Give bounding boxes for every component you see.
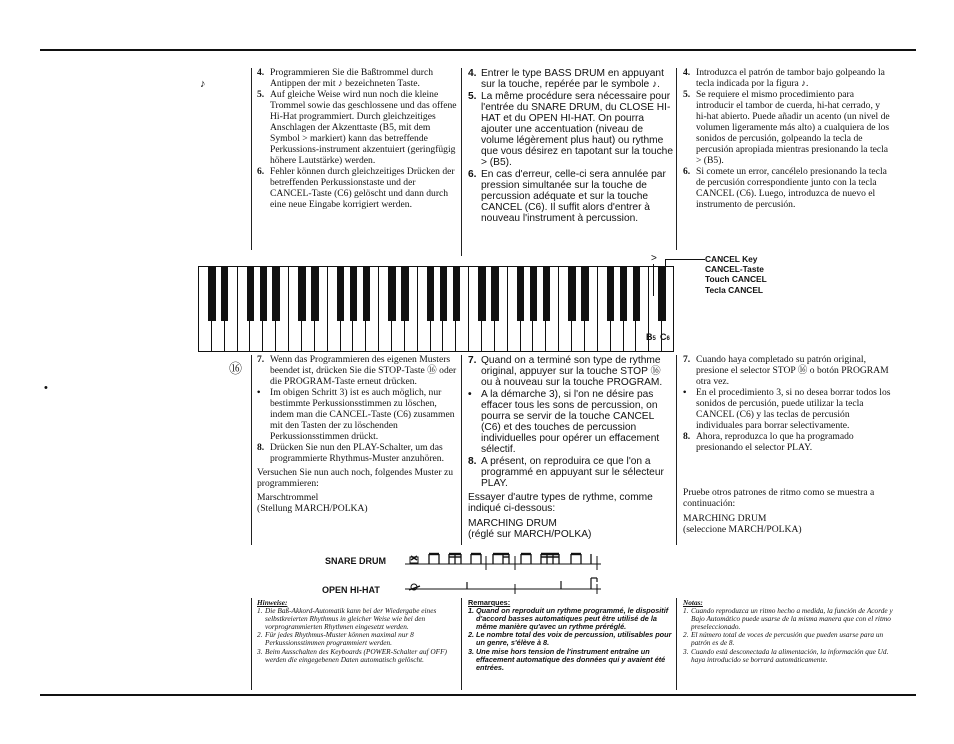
black-key [478,267,485,321]
accent-symbol: > [651,253,657,264]
black-key [491,267,498,321]
notes-heading: Remarques: [468,598,511,607]
pattern-setting: (seleccione MARCH/POLKA) [683,523,802,535]
cancel-arrow [665,259,666,296]
list-item: 6. Fehler können durch gleichzeitiges Drücken der betreffenden Perkussionstaste und der CANCEL-Taste (C6) gelöscht und dann durch eine neue Eingabe korrigiert werden. [257,166,455,210]
note-item: 2. Für jedes Rhythmus-Muster können maximal nur 8 Perkussionsstimmen programmiert werden. [257,630,414,648]
separator-es-top [676,68,677,250]
key-c6-label: C6 [660,332,670,342]
try-text: Versuchen Sie nun auch noch, folgendes Muster zu programmieren: [257,467,454,489]
list-item: 6. Si comete un error, cancélelo presionando la tecla de percusión correspondiente junto con la tecla CANCEL (C6). Luego, introduzca de nuevo el instrumento de percusión. [683,166,887,210]
list-item: 8. Ahora, reproduzca lo que ha programado presionando el selector PLAY. [683,431,854,454]
note-item: 1. Die Baß-Akkord-Automatik kann bei der Wiedergabe eines selbstkreierten Rhythmus in gleicher Weise wie bei den vorprogrammierten Rhythmen eingesetzt werden. [257,606,437,632]
black-key [337,267,344,321]
black-key [298,267,305,321]
key-b5-label: B5 [646,332,656,342]
list-item: 4. Introduzca el patrón de tambor bajo golpeando la tecla indicada por la figura ♪. [683,67,885,89]
separator-fr-notes [461,598,462,690]
black-key [311,267,318,321]
margin-bullet: • [44,382,48,394]
list-item: 4. Entrer le type BASS DRUM en appuyant sur la touche, repérée par le symbole ♪. [468,68,664,91]
black-key [208,267,215,321]
list-item: 5. Se requiere el mismo procedimiento para introducir el tambor de cuerda, hi-hat cerrado, y hi-hat abierto. Puede añadir un acento (un nivel de volumen ligeramente más alto) a cualquiera de los sonidos de percusión, golpeando la tecla de percusión apropiada mientras presionando la tecla > (B5). [683,89,890,166]
black-key [427,267,434,321]
margin-stop-icon: ⑯ [229,361,243,376]
list-item: 7. Cuando haya completado su patrón original, presione el selector STOP ⑯ o botón PROGRAM otra vez. [683,354,889,387]
notes-heading: Notas: [683,598,703,607]
list-item: 8. Drücken Sie nun den PLAY-Schalter, um das programmierte Rhythmus-Muster anzuhören. [257,442,444,465]
margin-note-icon: ♪ [200,78,206,90]
black-key [581,267,588,321]
accent-arrow [653,264,654,296]
black-key [620,267,627,321]
try-text: Essayer d'autre types de rythme, comme indiqué ci-dessous: [468,492,653,515]
pattern-name: MARCHING DRUM [683,512,767,524]
column-de-bottom [257,355,457,515]
note-item: 2. El número total de voces de percusión que pueden usarse para un patrón es de 8. [683,630,884,648]
separator-es-bottom [676,355,677,545]
cancel-key-callout: CANCEL Key CANCEL-Taste Touch CANCEL Tecla CANCEL [705,254,767,295]
black-key [453,267,460,321]
note-item: 3. Beim Ausschalten des Keyboards (POWER-Schalter auf OFF) werden die eingegebenen Daten automatisch gelöscht. [257,646,447,664]
list-item: 5. La même procédure sera nécessaire pour l'entrée du SNARE DRUM, du CLOSE HI-HAT et du OPEN HI-HAT. On pourra ajouter une accentuation (niveau de volume légèrement plus haut) ou rythme que vous désirez en tapotant sur la touche > (B5). [468,90,673,169]
pattern-name: MARCHING DRUM [468,518,557,530]
black-key [247,267,254,321]
black-key [260,267,267,321]
black-key [401,267,408,321]
list-item: 5. Auf gleiche Weise wird nun noch die kleine Trommel sowie das geschlossene und das offene Hi-Hat programmiert. Durch gleichzeitiges Anschlagen der Akzenttaste (B5, mit dem Symbol > markiert) kann das betreffende Perkussions-instrument akzentuiert (geringfügig höhere Lautstärke) werden. [257,89,457,166]
list-item: • A la démarche 3), si l'on ne désire pas effacer tous les sons de percussion, on pourra se servir de la touche CANCEL (C6) et des touches de percussion individuelles pour opérer un effacement sélectif. [468,388,660,456]
note-item: 3. Cuando está desconectada la alimentación, la información que Ud. haya introducido se borrará automáticamente. [683,646,889,664]
note-item: 3. Une mise hors tension de l'instrument entraîne un effacement automatique des données qui y avaient été entrées. [468,646,666,672]
separator-de-notes [251,598,252,690]
list-item: 4. Programmieren Sie die Baßtrommel durch Antippen der mit ♪ bezeichneten Taste. [257,67,434,89]
rhythm-notation [405,548,605,596]
black-key [517,267,524,321]
list-item: • Im obigen Schritt 3) ist es auch möglich, nur bestimmte Perkussionsstimmen zu löschen, indem man die CANCEL-Taste (C6) zusammen mit den Tasten der zu löschenden Perkussionsstimmen drückt. [257,387,455,442]
black-key [272,267,279,321]
black-key [530,267,537,321]
black-key [363,267,370,321]
note-item: 1. Cuando reproduzca un ritmo hecho a medida, la función de Acorde y Bajo Automático puede usarse de la misma manera que con el ritmo preseleccionado. [683,606,893,632]
list-item: 7. Wenn das Programmieren des eigenen Musters beendet ist, drücken Sie die STOP-Taste ⑯ oder die PROGRAM-Taste erneut drücken. [257,354,457,387]
bottom-rule [40,694,916,696]
notes-es [683,599,893,664]
column-es-top [683,68,893,211]
snare-drum-label: SNARE DRUM [325,556,387,566]
column-fr-bottom [468,355,674,541]
black-key [543,267,550,321]
separator-de-top [251,68,252,250]
pattern-setting: (réglé sur MARCH/POLKA) [468,529,592,541]
note-item: 2. Le nombre total des voix de percussion, utilisables pour un genre, s'élève à 8. [468,630,672,648]
black-key [633,267,640,321]
separator-de-bottom [251,355,252,545]
separator-es-notes [676,598,677,690]
column-fr-top [468,68,674,225]
black-key [568,267,575,321]
top-rule [40,49,916,51]
pattern-setting: (Stellung MARCH/POLKA) [257,502,368,514]
black-key [440,267,447,321]
notes-de [257,599,457,664]
separator-fr-top [461,68,462,256]
notes-fr [468,599,674,672]
keyboard [198,266,674,352]
black-key [388,267,395,321]
list-item: • En el procedimiento 3, si no desea borrar todos los sonidos de percusión, puede utilizar la tecla CANCEL (C6) y las teclas de percusión individuales para borrar selectivamente. [683,387,891,431]
notes-heading: Hinweise: [257,598,288,607]
list-item: 7. Quand on a terminé son type de rythme original, appuyer sur la touche STOP ⑯ ou à nouveau sur la touche PROGRAM. [468,355,663,389]
list-item: 8. A présent, on reproduira ce que l'on a programmé en appuyant sur le sélecteur PLAY. [468,455,664,490]
keyboard-illustration [198,266,674,352]
list-item: 6. En cas d'erreur, celle-ci sera annulée par pression simultanée sur la touche de percussion adéquate et sur la touche CANCEL (C6). Il suffit alors d'entrer à nouveau l'instrument à percussion. [468,168,666,225]
pattern-name: Marschtrommel [257,491,319,503]
black-key [221,267,228,321]
separator-fr-bottom [461,355,462,545]
open-hihat-label: OPEN HI-HAT [322,585,380,595]
cancel-arrow-leader [665,259,705,260]
column-es-bottom [683,355,893,536]
black-key [350,267,357,321]
try-text: Pruebe otros patrones de ritmo como se muestra a continuación: [683,487,875,510]
column-de-top [257,68,457,211]
note-item: 1. Quand on reproduit un rythme programmé, le dispositif d'accord basses automatiques peut être utilisé de la même manière qu'avec un rythme préréglé. [468,606,669,632]
black-key [607,267,614,321]
